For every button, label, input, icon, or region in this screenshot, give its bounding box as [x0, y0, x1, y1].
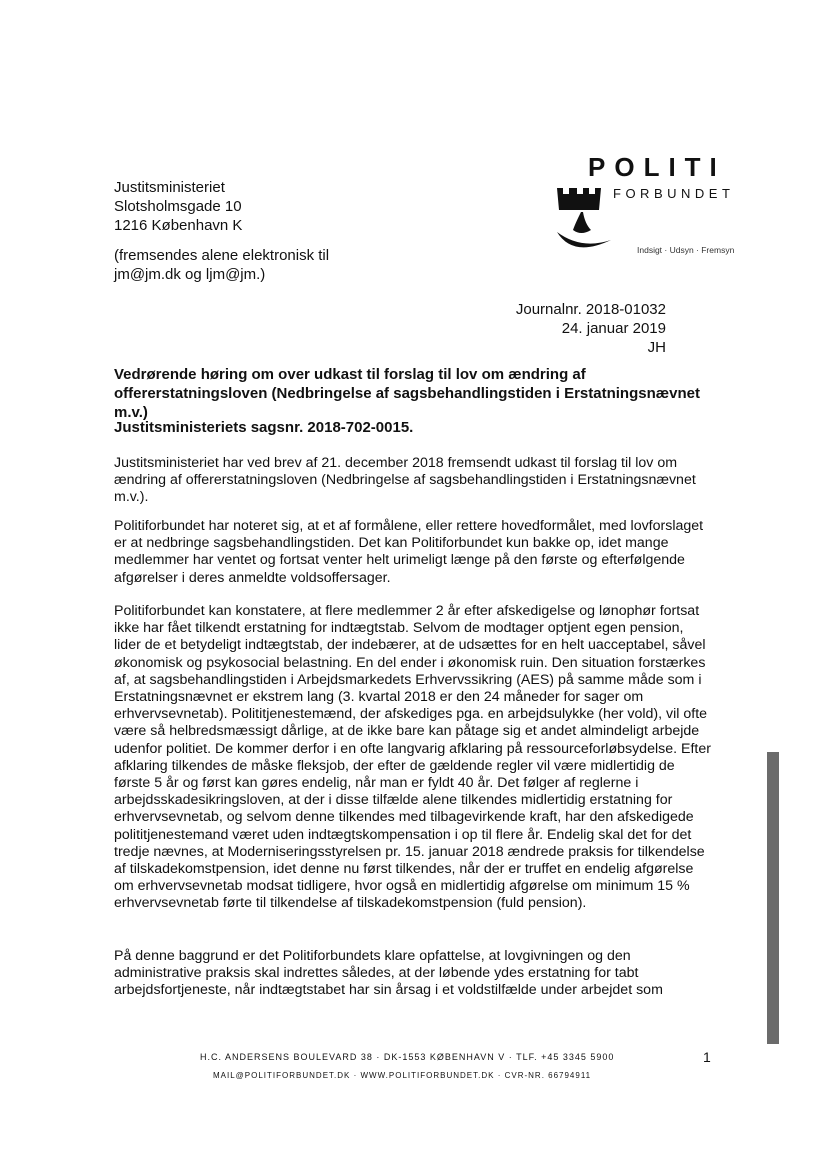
body-paragraph: På denne baggrund er det Politiforbundets klare opfattelse, at lovgivningen og den administrative praksis skal indrettes således, at der løbende ydes erstatning for tabt arbejdsfortjeneste, når indtægtstabet har sin årsag i et voldstilfælde under arbejdet som: [114, 948, 663, 999]
delivery-note: [114, 246, 329, 284]
footer-address: H.C. ANDERSENS BOULEVARD 38 · DK-1553 KØBENHAVN V · TLF. +45 3345 5900: [200, 1052, 615, 1062]
recipient-line: Justitsministeriet: [114, 179, 225, 196]
logo-tagline: Indsigt · Udsyn · Fremsyn: [637, 245, 735, 255]
recipient-line: Slotsholmsgade 10: [114, 198, 242, 215]
journal-info: [516, 300, 666, 357]
delivery-note-line: (fremsendes alene elektronisk til: [114, 247, 330, 264]
recipient-line: 1216 København K: [114, 217, 243, 234]
logo-subtitle: FORBUNDET: [613, 186, 735, 201]
body-paragraph: Politiforbundet har noteret sig, at et af formålene, eller rettere hovedformålet, med lovforslaget er at nedbringe sagsbehandlingstiden. Det kan Politiforbundet kun bakke op, idet mange medlemmer har ventet og fortsat venter helt urimeligt længe på den første og efterfølgende afgørelser i deres anmeldte voldsoffersager.: [114, 518, 704, 586]
delivery-note-line: jm@jm.dk og ljm@jm.): [114, 266, 266, 283]
footer-contact: MAIL@POLITIFORBUNDET.DK · WWW.POLITIFORBUNDET.DK · CVR-NR. 66794911: [213, 1071, 592, 1080]
scan-margin-bar: [767, 752, 779, 1044]
politi-crown-eye-logo-icon: [553, 184, 613, 259]
journal-number: Journalnr. 2018-01032: [515, 301, 666, 318]
author-initials: JH: [647, 339, 666, 356]
case-number: Justitsministeriets sagsnr. 2018-702-0015.: [114, 419, 414, 436]
letter-date: 24. januar 2019: [561, 320, 666, 337]
body-paragraph: Justitsministeriet har ved brev af 21. december 2018 fremsendt udkast til forslag til lov om ændring af offererstatningsloven (Nedbringelse af sagsbehandlingstiden i Erstatningsnævnet m.v.).: [114, 455, 696, 506]
body-paragraph: Politiforbundet kan konstatere, at flere medlemmer 2 år efter afskedigelse og lønophør fortsat ikke har fået tilkendt erstatning for indtægtstab. Selvom de modtager optjent egen pension, lider de et betydeligt indtægtstab, der indebærer, at de udsættes for en helt uacceptabel, såvel økonomisk og psykosocial belastning. En del ender i økonomisk ruin. Den situation forstærkes af, at sagsbehandlingstiden i Arbejdsmarkedets Erhvervssikring (AES) på samme måde som i Erstatningsnævnet er ekstrem lang (3. kvartal 2018 er den 24 måneder for sager om erhvervsevnetab). Polititjenestemænd, der afskediges pga. en arbejdsulykke (her vold), vil ofte være så helbredsmæssigt dårlige, at de ikke bare kan påtage sig et andet almindeligt arbejde udenfor politiet. De kommer derfor i en ofte langvarig afklaring på ressourceforløbsydelse. Efter afklaring tilkendes de måske fleksjob, der efter de gældende regler vil være midlertidig de første 5 år og først kan gøres endelig, når man er fyldt 40 år. Det følger af reglerne i arbejdsskadesikringsloven, at der i disse tilfælde alene tilkendes midlertidig erstatning for erhvervsevnetab, og selvom denne tilkendes med tilbagevirkende kraft, har den afskedigede polititjenestemand været uden indtægtskompensation i op til flere år. Endelig skal det for det tredje nævnes, at Moderniseringsstyrelsen pr. 15. januar 2018 ændrede praksis for tilkendelse af tilskadekomstpension, idet denne nu først tilkendes, når der er truffet en endelig afgørelse om erhvervsevnetab modsat tidligere, hvor også en midlertidig afgørelse om minimum 15 % erhvervsevnetab førte til tilkendelse af tilskadekomstpension (fuld pension).: [114, 603, 711, 912]
page-number: 1: [703, 1049, 711, 1065]
recipient-address: [114, 178, 242, 235]
logo-wordmark: POLITI: [588, 152, 726, 182]
letter-subject: Vedrørende høring om over udkast til forslag til lov om ændring af offererstatningsloven (Nedbringelse af sagsbehandlingstiden i Erstatningsnævnet m.v.): [114, 366, 700, 421]
